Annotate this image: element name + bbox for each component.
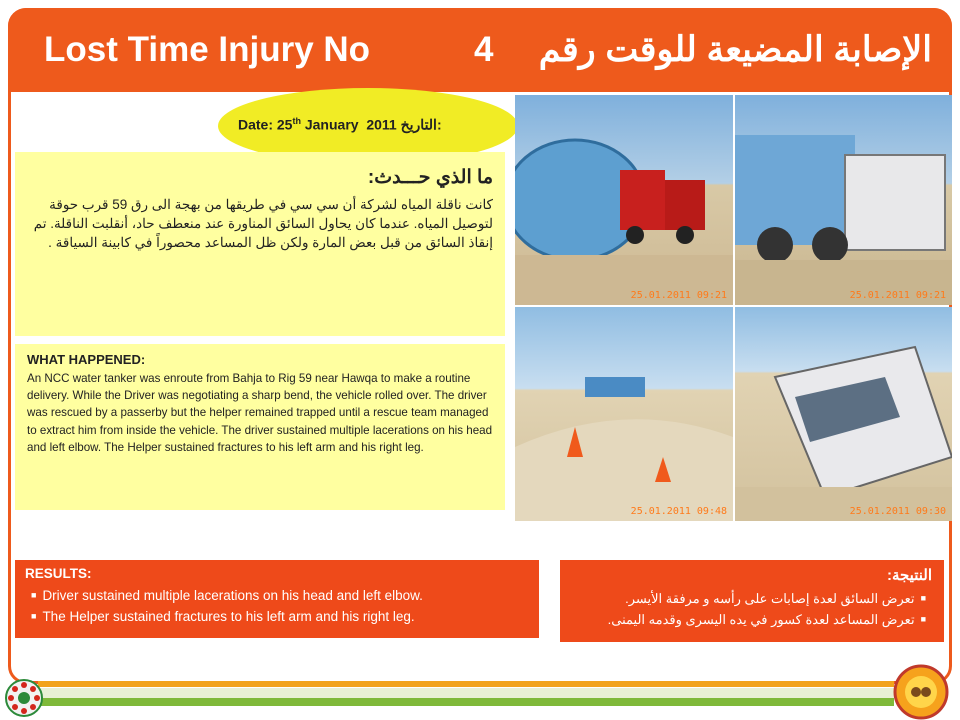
results-item-text: تعرض السائق لعدة إصابات على رأسه و مرفقة الأيسر. bbox=[625, 591, 915, 606]
english-what-happened bbox=[15, 344, 505, 510]
results-item-arabic bbox=[572, 609, 932, 630]
footer-stripe-orange bbox=[38, 681, 894, 687]
results-item-text: تعرض المساعد لعدة كسور في يده اليسرى وقدمه اليمنى. bbox=[607, 612, 915, 627]
english-heading: WHAT HAPPENED: bbox=[27, 352, 146, 367]
photo-timestamp: 25.01.2011 09:21 bbox=[630, 290, 727, 301]
results-heading-arabic: النتيجة: bbox=[886, 567, 932, 584]
safety-teamwork-logo-icon bbox=[892, 664, 950, 720]
title-number: 4 bbox=[474, 30, 494, 69]
photo-cab-closeup bbox=[735, 307, 952, 521]
bullet-icon: ■ bbox=[31, 590, 37, 600]
results-english bbox=[15, 560, 539, 638]
title-arabic: الإصابة المضيعة للوقت رقم bbox=[538, 30, 932, 69]
photo-timestamp: 25.01.2011 09:30 bbox=[849, 506, 946, 517]
footer-stripe-light bbox=[38, 688, 894, 698]
results-heading: RESULTS: bbox=[25, 566, 92, 581]
english-body: An NCC water tanker was enroute from Bahja to Rig 59 near Hawqa to make a routine delivery. While the Driver was negotiating a sharp bend, the vehicle rolled over. The driver was rescued by a passerby but the helper remained trapped until a rescue team managed to extract him from inside the vehicle. The driver sustained multiple lacerations on his head and left elbow. The Helper sustained fractures to his left arm and his right leg. bbox=[27, 372, 493, 454]
results-item-text: Driver sustained multiple lacerations on his head and left elbow. bbox=[42, 588, 423, 603]
photo-tanker-fire-trucks-drawing bbox=[515, 95, 733, 305]
results-item bbox=[25, 585, 529, 606]
photo-road-bend bbox=[515, 307, 733, 521]
company-logo-icon bbox=[4, 678, 44, 718]
photo-cab-closeup-drawing bbox=[735, 307, 952, 521]
date-prefix: Date: 25 bbox=[238, 116, 293, 133]
incident-photos bbox=[515, 95, 952, 521]
date-text bbox=[238, 116, 508, 134]
results-arabic bbox=[560, 560, 944, 642]
page-title bbox=[8, 8, 952, 92]
date-superscript: th bbox=[292, 116, 301, 126]
bullet-icon: ■ bbox=[31, 611, 37, 621]
arabic-what-happened bbox=[15, 152, 505, 336]
photo-tanker-fire-trucks bbox=[515, 95, 733, 305]
results-item-text: The Helper sustained fractures to his left arm and his right leg. bbox=[42, 609, 415, 624]
arabic-heading: ما الذي حـــدث: bbox=[367, 167, 493, 188]
header-bar bbox=[8, 8, 952, 92]
photo-overturned-tanker-drawing bbox=[735, 95, 952, 305]
results-item bbox=[25, 606, 529, 627]
bullet-icon: ■ bbox=[920, 614, 926, 624]
date-label-arabic: التاريخ: bbox=[400, 116, 442, 133]
photo-timestamp: 25.01.2011 09:48 bbox=[630, 506, 727, 517]
photo-overturned-tanker bbox=[735, 95, 952, 305]
title-english: Lost Time Injury No bbox=[44, 30, 371, 69]
results-item-arabic bbox=[572, 588, 932, 609]
photo-road-bend-drawing bbox=[515, 307, 733, 521]
arabic-body: كانت ناقلة المياه لشركة أن سي سي في طريقها من بهجة الى رق 59 قرب حوقة لتوصيل المياه. عندما كان يحاول السائق المناورة عند منعطف حاد، أنقلبت الناقلة. تم إنقاذ السائق من قبل بعض المارة ولكن ظل المساعد محصوراً في كابينة السياقة . bbox=[33, 197, 493, 250]
photo-timestamp: 25.01.2011 09:21 bbox=[849, 290, 946, 301]
date-rest: January 2011 bbox=[300, 116, 397, 133]
bullet-icon: ■ bbox=[920, 593, 926, 603]
footer-stripe-green bbox=[38, 698, 894, 706]
